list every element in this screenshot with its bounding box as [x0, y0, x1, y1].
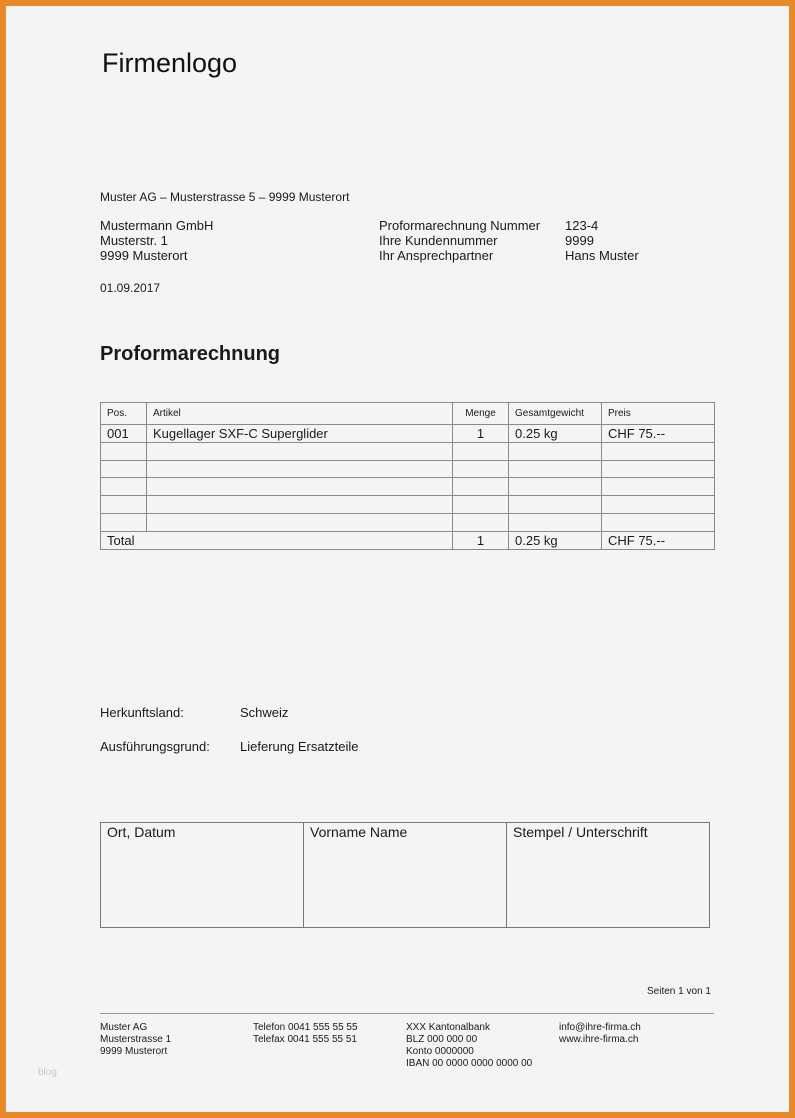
table-cell: 001: [101, 425, 147, 443]
table-header-row: [101, 403, 715, 425]
footer-divider: [100, 1013, 714, 1014]
table-cell: 1: [453, 425, 509, 443]
footer-phone: [253, 1022, 358, 1046]
watermark: blog: [38, 1067, 57, 1078]
column-header: Artikel: [147, 403, 453, 425]
table-cell: 0.25 kg: [509, 425, 602, 443]
signature-field-name: Vorname Name: [304, 823, 507, 927]
invoice-meta-labels: [379, 218, 540, 263]
table-row: [101, 425, 715, 443]
table-row: [101, 478, 715, 496]
recipient-line: 9999 Musterort: [100, 248, 188, 263]
footer-line: Musterstrasse 1: [100, 1034, 172, 1045]
reason-label: Ausführungsgrund:: [100, 739, 210, 754]
footer-line: 9999 Musterort: [100, 1046, 168, 1057]
signature-box: [100, 822, 710, 928]
total-price: CHF 75.--: [602, 531, 715, 549]
column-header: Menge: [453, 403, 509, 425]
column-header: Pos.: [101, 403, 147, 425]
footer-email: info@ihre-firma.ch: [559, 1022, 641, 1033]
meta-label: Ihr Ansprechpartner: [379, 248, 494, 263]
column-header: Preis: [602, 403, 715, 425]
meta-value: Hans Muster: [565, 248, 639, 263]
meta-label: Ihre Kundennummer: [379, 233, 498, 248]
footer-website: www.ihre-firma.ch: [559, 1034, 639, 1045]
footer-contact: [559, 1022, 641, 1046]
table-row: [101, 513, 715, 531]
footer-line: IBAN 00 0000 0000 0000 00: [406, 1058, 533, 1069]
footer-bank: [406, 1022, 532, 1070]
footer-line: Konto 0000000: [406, 1046, 474, 1057]
table-total-row: [101, 531, 715, 549]
origin-value: Schweiz: [240, 705, 289, 720]
total-quantity: 1: [453, 531, 509, 549]
footer-company: [100, 1022, 171, 1058]
table-row: [101, 460, 715, 478]
total-label: Total: [101, 531, 453, 549]
footer-line: Muster AG: [100, 1022, 148, 1033]
meta-label: Proformarechnung Nummer: [379, 218, 541, 233]
footer-line: XXX Kantonalbank: [406, 1022, 490, 1033]
table-cell: Kugellager SXF-C Superglider: [147, 425, 453, 443]
invoice-meta-values: [565, 218, 639, 263]
reason-value: Lieferung Ersatzteile: [240, 739, 359, 754]
signature-field-place-date: Ort, Datum: [101, 823, 304, 927]
footer-line: Telefax 0041 555 55 51: [253, 1034, 357, 1045]
recipient-line: Musterstr. 1: [100, 233, 168, 248]
total-weight: 0.25 kg: [509, 531, 602, 549]
signature-field-stamp: Stempel / Unterschrift: [513, 824, 648, 840]
page-title: Proformarechnung: [100, 343, 281, 365]
sender-line: Muster AG – Musterstrasse 5 – 9999 Musterort: [100, 190, 350, 204]
table-row: [101, 496, 715, 514]
origin-label: Herkunftsland:: [100, 705, 184, 720]
company-logo: Firmenlogo: [102, 48, 238, 78]
document-page: [6, 6, 789, 1112]
meta-value: 123-4: [565, 218, 599, 233]
recipient-line: Mustermann GmbH: [100, 218, 214, 233]
footer-line: BLZ 000 000 00: [406, 1034, 478, 1045]
table-cell: CHF 75.--: [602, 425, 715, 443]
footer-line: Telefon 0041 555 55 55: [253, 1022, 358, 1033]
invoice-date: 01.09.2017: [100, 281, 161, 295]
recipient-address: [100, 218, 213, 263]
meta-value: 9999: [565, 233, 594, 248]
column-header: Gesamtgewicht: [509, 403, 602, 425]
items-table: [100, 402, 715, 550]
table-row: [101, 442, 715, 460]
page-count: Seiten 1 von 1: [647, 986, 711, 997]
